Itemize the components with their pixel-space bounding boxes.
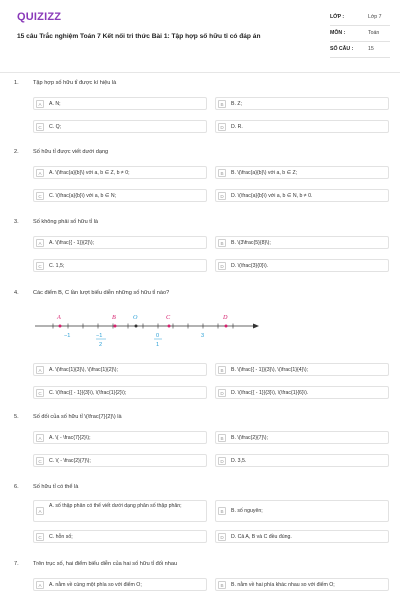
question-text: Các điểm B, C lần lượt biểu diễn những số hữu tỉ nào? — [33, 290, 170, 296]
question-number: 1. — [14, 80, 19, 86]
option-a[interactable] — [33, 236, 207, 249]
option-text: C. hỗn số; — [49, 534, 73, 540]
option-d[interactable] — [215, 259, 389, 272]
option-a[interactable] — [33, 500, 207, 522]
tick-label-minus-one: −1 — [64, 333, 71, 339]
point-c-marker — [168, 325, 171, 328]
question-text: Số không phải số hữu tỉ là — [33, 219, 99, 225]
option-b[interactable] — [215, 236, 389, 249]
option-b[interactable] — [215, 578, 389, 591]
option-text: B. \(\frac{{ - 1}}{3}\), \(\frac{1}{4}\); — [231, 367, 308, 373]
option-c[interactable] — [33, 530, 207, 543]
option-letter-badge: D — [218, 457, 226, 465]
option-d[interactable] — [215, 530, 389, 543]
question-number: 3. — [14, 219, 19, 225]
point-b-label: B — [112, 314, 116, 321]
question-number: 4. — [14, 290, 19, 296]
option-text: D. Cả A, B và C đều đúng. — [231, 534, 292, 540]
option-a[interactable] — [33, 97, 207, 110]
option-text: D. \(\frac{3}{0}\). — [231, 263, 269, 269]
option-b[interactable] — [215, 363, 389, 376]
meta-row-subject — [330, 26, 390, 42]
worksheet-header — [0, 0, 400, 70]
question-text: Trên trục số, hai điểm biểu diễn của hai số hữu tỉ đối nhau — [33, 561, 178, 567]
point-o-marker — [135, 325, 138, 328]
option-letter-badge: A — [36, 507, 44, 515]
option-b[interactable] — [215, 500, 389, 522]
option-text: B. \(\frac{2}{7}\); — [231, 435, 268, 441]
meta-value: 15 — [368, 46, 374, 52]
option-b[interactable] — [215, 166, 389, 179]
point-b-marker — [114, 325, 117, 328]
point-d-label: D — [223, 314, 228, 321]
fraction-denominator: 2 — [99, 342, 103, 348]
option-letter-badge: C — [36, 457, 44, 465]
meta-row-class — [330, 10, 390, 26]
option-a[interactable] — [33, 166, 207, 179]
option-letter-badge: D — [218, 389, 226, 397]
question-text: Số đối của số hữu tỉ \(\frac{7}{2}\) là — [33, 414, 122, 420]
tick-label-one: 3 — [201, 333, 205, 339]
fraction-numerator: 0 — [156, 333, 160, 339]
option-text: D. \(\frac{{ - 1}}{3}\), \(\frac{1}{6}\). — [231, 390, 309, 396]
point-o-label: O — [133, 314, 138, 321]
option-a[interactable] — [33, 431, 207, 444]
option-letter-badge: B — [218, 366, 226, 374]
option-letter-badge: A — [36, 239, 44, 247]
option-text: A. nằm về cùng một phía so với điểm O; — [49, 582, 142, 588]
number-line-arrow — [253, 324, 259, 329]
option-c[interactable] — [33, 386, 207, 399]
option-letter-badge: C — [36, 192, 44, 200]
option-d[interactable] — [215, 120, 389, 133]
point-d-marker — [225, 325, 228, 328]
fraction-denominator: 1 — [156, 342, 160, 348]
option-letter-badge: B — [218, 169, 226, 177]
question-number: 5. — [14, 414, 19, 420]
question-number: 2. — [14, 149, 19, 155]
question-number: 6. — [14, 484, 19, 490]
option-letter-badge: C — [36, 262, 44, 270]
option-letter-badge: B — [218, 434, 226, 442]
fraction-numerator: −1 — [96, 333, 103, 339]
option-letter-badge: B — [218, 507, 226, 515]
option-text: C. \(\frac{a}{b}\) với a, b ∈ N; — [49, 193, 117, 199]
option-text: B. số nguyên; — [231, 508, 263, 514]
option-letter-badge: C — [36, 123, 44, 131]
option-text: A. số thập phân có thể viết dưới dạng phân số thập phân; — [49, 503, 182, 509]
option-letter-badge: A — [36, 434, 44, 442]
option-letter-badge: C — [36, 533, 44, 541]
option-c[interactable] — [33, 189, 207, 202]
option-text: A. \( - \frac{7}{2}\); — [49, 435, 91, 441]
option-text: D. 3,5. — [231, 458, 247, 464]
point-a-label: A — [57, 314, 61, 321]
option-d[interactable] — [215, 454, 389, 467]
question-text: Tập hợp số hữu tỉ được kí hiệu là — [33, 80, 117, 86]
option-text: B. \(3\frac{5}{8}\); — [231, 240, 271, 246]
option-letter-badge: D — [218, 533, 226, 541]
option-letter-badge: A — [36, 366, 44, 374]
point-a-marker — [59, 325, 62, 328]
option-text: A. \(\frac{1}{3}\), \(\frac{1}{2}\); — [49, 367, 118, 373]
option-b[interactable] — [215, 97, 389, 110]
option-text: A. \(\frac{{ - 1}}{2}\); — [49, 240, 94, 246]
option-d[interactable] — [215, 386, 389, 399]
option-text: B. \(\frac{a}{b}\) với a, b ∈ Z; — [231, 170, 298, 176]
page-title: 15 câu Trắc nghiệm Toán 7 Kết nối tri thức Bài 1: Tập hợp số hữu tỉ có đáp án — [17, 33, 261, 40]
option-letter-badge: B — [218, 581, 226, 589]
option-letter-badge: B — [218, 239, 226, 247]
option-letter-badge: B — [218, 100, 226, 108]
option-letter-badge: D — [218, 123, 226, 131]
option-letter-badge: D — [218, 262, 226, 270]
option-c[interactable] — [33, 120, 207, 133]
option-text: D. R. — [231, 124, 243, 130]
option-text: B. nằm về hai phía khác nhau so với điểm O; — [231, 582, 335, 588]
option-text: C. \( - \frac{2}{7}\); — [49, 458, 91, 464]
meta-table — [330, 10, 390, 58]
option-c[interactable] — [33, 259, 207, 272]
option-letter-badge: A — [36, 581, 44, 589]
meta-key: LỚP : — [330, 14, 345, 20]
question-text: Số hữu tỉ được viết dưới dạng — [33, 149, 109, 155]
option-letter-badge: A — [36, 100, 44, 108]
point-c-label: C — [166, 314, 171, 321]
option-text: A. N; — [49, 101, 61, 107]
option-d[interactable] — [215, 189, 389, 202]
option-a[interactable] — [33, 578, 207, 591]
header-divider — [0, 72, 400, 73]
option-letter-badge: A — [36, 169, 44, 177]
meta-value: Toán — [368, 30, 380, 36]
number-line-figure — [33, 306, 263, 356]
option-text: D. \(\frac{a}{b}\) với a, b ∈ N, b ≠ 0. — [231, 193, 313, 199]
quizizz-logo: QUIZIZZ — [17, 11, 62, 23]
meta-row-count — [330, 42, 390, 58]
meta-key: SỐ CÂU : — [330, 46, 354, 52]
option-b[interactable] — [215, 431, 389, 444]
option-text: C. \(\frac{{ - 1}}{3}\), \(\frac{1}{2}\); — [49, 390, 127, 396]
question-number: 7. — [14, 561, 19, 567]
option-letter-badge: D — [218, 192, 226, 200]
option-text: B. Z; — [231, 101, 242, 107]
option-letter-badge: C — [36, 389, 44, 397]
meta-key: MÔN : — [330, 30, 346, 36]
option-text: C. 1,5; — [49, 263, 65, 269]
option-text: C. Q; — [49, 124, 62, 130]
meta-value: Lớp 7 — [368, 14, 382, 20]
option-text: A. \(\frac{a}{b}\) với a, b ∈ Z, b ≠ 0; — [49, 170, 130, 176]
option-c[interactable] — [33, 454, 207, 467]
question-text: Số hữu tỉ có thể là — [33, 484, 79, 490]
option-a[interactable] — [33, 363, 207, 376]
